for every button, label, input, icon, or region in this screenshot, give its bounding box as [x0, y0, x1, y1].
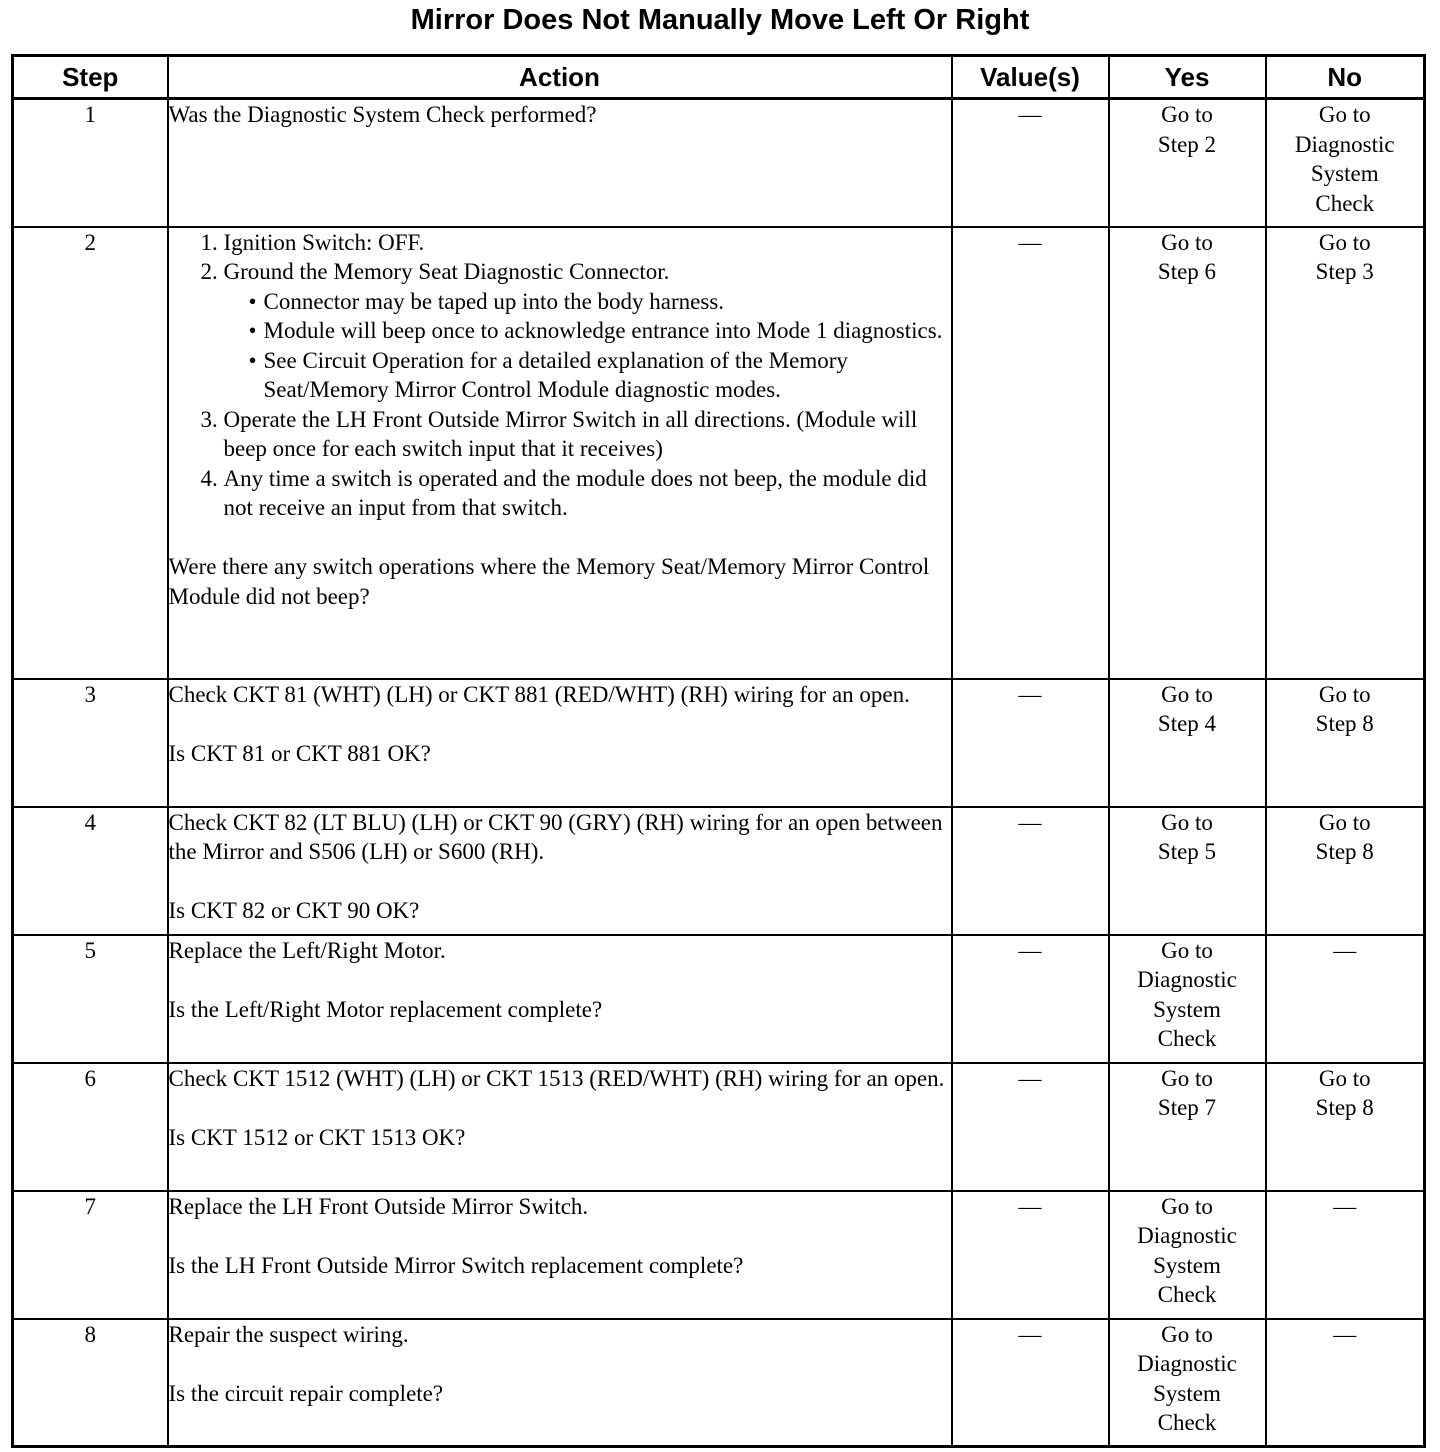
table-header-row	[13, 56, 1425, 99]
yes-cell	[1109, 1063, 1266, 1191]
action-text: Repair the suspect wiring.	[168, 1321, 409, 1347]
yes-cell	[1109, 1319, 1266, 1447]
column-header-step: Step	[13, 56, 168, 99]
no-line: Step 3	[1315, 259, 1374, 284]
no-cell	[1266, 1191, 1425, 1319]
yes-line: Go to	[1161, 1193, 1213, 1219]
value-cell: —	[952, 935, 1109, 1063]
step-number: 1	[13, 99, 168, 227]
step-number: 4	[13, 807, 168, 935]
action-question: Is the Left/Right Motor replacement complete?	[168, 996, 603, 1022]
yes-line: Step 4	[1157, 711, 1217, 736]
yes-cell	[1109, 807, 1266, 935]
action-cell	[168, 679, 952, 807]
yes-line: System	[1153, 1252, 1221, 1278]
action-cell	[168, 935, 952, 1063]
no-line: Go to	[1318, 681, 1371, 707]
no-cell	[1266, 99, 1425, 227]
yes-line: Step 7	[1157, 1095, 1217, 1120]
no-line: Go to	[1318, 1065, 1371, 1091]
no-cell	[1266, 1063, 1425, 1191]
yes-cell	[1109, 99, 1266, 227]
no-line: Step 8	[1315, 839, 1374, 864]
action-question: Is CKT 82 or CKT 90 OK?	[168, 898, 420, 923]
column-header-values: Value(s)	[952, 56, 1109, 99]
yes-cell	[1109, 679, 1266, 807]
value-cell: —	[952, 1191, 1109, 1319]
action-cell	[168, 1319, 952, 1447]
yes-line: System	[1153, 996, 1221, 1022]
column-header-yes: Yes	[1109, 56, 1266, 99]
yes-cell	[1109, 1191, 1266, 1319]
yes-line: Go to	[1161, 1321, 1213, 1347]
value-cell: —	[952, 1063, 1109, 1191]
value-cell: —	[952, 99, 1109, 227]
no-line: Check	[1315, 190, 1375, 216]
no-line: Go to	[1318, 102, 1371, 127]
step-number: 2	[13, 227, 168, 679]
step-number: 7	[13, 1191, 168, 1319]
yes-line: Go to	[1161, 809, 1213, 835]
yes-line: Step 2	[1157, 131, 1217, 157]
step-number: 6	[13, 1063, 168, 1191]
page-title: Mirror Does Not Manually Move Left Or Right	[410, 4, 1030, 36]
yes-line: Go to	[1161, 937, 1213, 963]
diagnostic-table	[11, 54, 1426, 1448]
action-text: Check CKT 81 (WHT) (LH) or CKT 881 (RED/WHT) (RH) wiring for an open.	[168, 681, 910, 707]
action-cell	[168, 1063, 952, 1191]
yes-cell	[1109, 227, 1266, 679]
table-row	[13, 1063, 1425, 1191]
no-line: Diagnostic	[1294, 131, 1395, 157]
yes-line: Go to	[1161, 229, 1213, 255]
action-question: Is CKT 1512 or CKT 1513 OK?	[168, 1124, 466, 1150]
step-number: 5	[13, 935, 168, 1063]
yes-line: Go to	[1161, 102, 1213, 127]
table-row	[13, 679, 1425, 807]
yes-line: Step 6	[1157, 259, 1217, 284]
no-line: Go to	[1318, 229, 1371, 255]
table-row	[13, 935, 1425, 1063]
no-line: Step 8	[1315, 1095, 1374, 1120]
yes-line: Diagnostic	[1137, 967, 1237, 992]
action-cell	[168, 227, 952, 679]
action-step-item: 3. Operate the LH Front Outside Mirror Switch in all directions. (Module will beep once for each switch input that it receives)	[224, 405, 951, 464]
step-number: 8	[13, 1319, 168, 1447]
step-number: 3	[13, 679, 168, 807]
no-cell	[1266, 679, 1425, 807]
table-row	[13, 227, 1425, 679]
action-text: Was the Diagnostic System Check performed?	[168, 102, 597, 127]
no-line: —	[1333, 1321, 1357, 1347]
action-steps-list	[169, 228, 951, 523]
action-step-item: 4. Any time a switch is operated and the module does not beep, the module did not receive an input from that switch.	[224, 464, 951, 523]
no-cell	[1266, 807, 1425, 935]
yes-line: Diagnostic	[1137, 1351, 1237, 1376]
action-cell	[168, 807, 952, 935]
action-text: Check CKT 82 (LT BLU) (LH) or CKT 90 (GRY) (RH) wiring for an open between the Mirror and S506 (LH) or S600 (RH).	[168, 809, 943, 864]
action-cell	[168, 1191, 952, 1319]
yes-line: Diagnostic	[1137, 1223, 1237, 1248]
column-header-no: No	[1266, 56, 1425, 99]
yes-cell	[1109, 935, 1266, 1063]
action-text: Replace the Left/Right Motor.	[168, 937, 446, 963]
value-cell: —	[952, 807, 1109, 935]
table-row	[13, 1319, 1425, 1447]
action-bullet-list	[224, 287, 951, 405]
action-question: Is the LH Front Outside Mirror Switch replacement complete?	[168, 1252, 744, 1278]
yes-line: Check	[1157, 1282, 1217, 1307]
no-line: Step 8	[1315, 711, 1374, 736]
yes-line: Check	[1157, 1026, 1217, 1051]
yes-line: Go to	[1161, 681, 1213, 707]
action-bullet-item: • Connector may be taped up into the body harness.	[264, 287, 951, 317]
no-cell	[1266, 227, 1425, 679]
value-cell: —	[952, 679, 1109, 807]
action-question: Were there any switch operations where the Memory Seat/Memory Mirror Control Module did not beep?	[168, 554, 930, 609]
action-step-item: 1. Ignition Switch: OFF.	[224, 228, 951, 258]
action-text: Replace the LH Front Outside Mirror Switch.	[168, 1193, 589, 1219]
action-question: Is CKT 81 or CKT 881 OK?	[168, 740, 431, 766]
no-cell	[1266, 935, 1425, 1063]
action-bullet-item: • See Circuit Operation for a detailed explanation of the Memory Seat/Memory Mirror Control Module diagnostic modes.	[264, 346, 951, 405]
value-cell: —	[952, 227, 1109, 679]
no-line: —	[1333, 937, 1357, 963]
action-cell	[168, 99, 952, 227]
action-bullet-item: • Module will beep once to acknowledge entrance into Mode 1 diagnostics.	[264, 316, 951, 346]
table-row	[13, 99, 1425, 227]
yes-line: Step 5	[1157, 839, 1217, 864]
yes-line: Check	[1157, 1410, 1217, 1435]
yes-line: Go to	[1161, 1065, 1213, 1091]
action-text: Check CKT 1512 (WHT) (LH) or CKT 1513 (RED/WHT) (RH) wiring for an open.	[168, 1065, 945, 1091]
table-row	[13, 807, 1425, 935]
table-row	[13, 1191, 1425, 1319]
value-cell: —	[952, 1319, 1109, 1447]
yes-line: System	[1153, 1380, 1221, 1406]
no-line: —	[1333, 1193, 1357, 1219]
no-line: Go to	[1318, 809, 1371, 835]
no-cell	[1266, 1319, 1425, 1447]
action-step-item: 2. Ground the Memory Seat Diagnostic Connector. • Connector may be taped up into the body harness. • Module will beep once to acknowledge entrance into Mode 1 diagnostics. • See Circuit Operation for a detailed explanation of the Memory Seat/Memory Mirror Control Module diagnostic modes.	[224, 257, 951, 405]
column-header-action: Action	[168, 56, 952, 99]
action-question: Is the circuit repair complete?	[168, 1380, 444, 1406]
no-line: System	[1310, 161, 1379, 186]
